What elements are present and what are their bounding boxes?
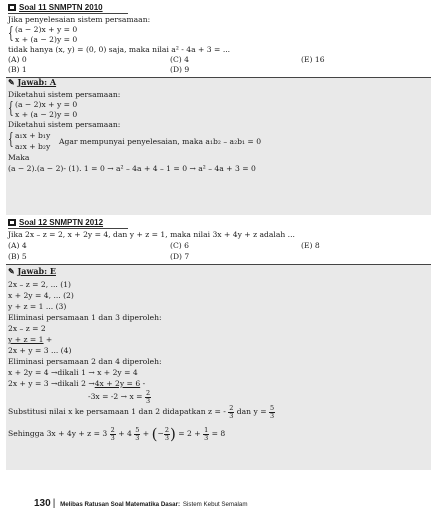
denominator: 3 <box>229 411 234 420</box>
jawab-11-note: Agar mempunyai penyelesaian, maka a₁b₂ – a₂b₁ = 0 <box>59 137 262 146</box>
denominator: 3 <box>204 433 209 442</box>
close-paren: ) <box>169 425 176 443</box>
numerator: 1 <box>204 426 209 434</box>
soal-11-title-text: Soal 11 SNMPTN 2010 <box>19 3 103 12</box>
jawab-12-r1: x + 2y = 4 →dikali 1 → x + 2y = 4 <box>8 368 138 377</box>
soal-12-title <box>8 218 103 228</box>
jawab-12-r3-text: -3x = -2 → x = <box>88 392 143 401</box>
numerator: 2 <box>164 426 169 434</box>
numerator: 2 <box>145 389 151 397</box>
title-underline <box>8 13 128 14</box>
denominator: 3 <box>164 433 169 442</box>
jawab-12-eq2: x + 2y = 4, ... (2) <box>8 291 74 300</box>
jawab-12-e2 <box>8 335 52 344</box>
soal-11-option-b: (B) 1 <box>8 65 27 74</box>
soal-12-option-c: (C) 6 <box>170 241 189 250</box>
jawab-12-label-text: Jawab: E <box>17 266 56 276</box>
denominator: 3 <box>145 396 151 405</box>
soal-12-option-a: (A) 4 <box>8 241 27 250</box>
jawab-11-eq2: x + (a − 2)y = 0 <box>15 110 78 119</box>
jawab-11-brace1: { <box>8 98 14 117</box>
jawab-12-sehingga-result: = 8 <box>211 429 226 438</box>
jawab-12-elim24: Eliminasi persamaan 2 dan 4 diperoleh: <box>8 357 162 366</box>
fraction-1-3 <box>203 427 209 441</box>
jawab-12-e1: 2x – z = 2 <box>8 324 46 333</box>
jawab-12-r3 <box>88 390 151 404</box>
numerator: 2 <box>110 426 115 434</box>
soal-12-option-e: (E) 8 <box>301 241 320 250</box>
fraction-5-3 <box>134 427 140 441</box>
soal-12-option-b: (B) 5 <box>8 252 27 261</box>
title-underline <box>8 228 128 229</box>
jawab-12-e3: 2x + y = 3 ... (4) <box>8 346 72 355</box>
jawab-12-sehingga-plus4: + 4 <box>118 429 132 438</box>
jawab-11-geq2: a₂x + b₂y <box>15 142 51 151</box>
jawab-12-r2-minus: - <box>140 379 146 388</box>
denominator: 3 <box>269 411 275 420</box>
jawab-11-maka: Maka <box>8 153 30 162</box>
jawab-12-subst <box>8 405 275 419</box>
jawab-11-eq1: (a − 2)x + y = 0 <box>15 100 78 109</box>
soal-12-title-text: Soal 12 SNMPTN 2012 <box>19 218 104 227</box>
jawab-11-result: (a − 2).(a − 2)- (1). 1 = 0 → a² – 4a + 4 – 1 = 0 → a² – 4a + 3 = 0 <box>8 164 256 173</box>
jawab-12-label <box>8 267 56 277</box>
jawab-12-elim13: Eliminasi persamaan 1 dan 3 diperoleh: <box>8 313 162 322</box>
soal-12-option-d: (D) 7 <box>170 252 190 261</box>
jawab-11-top-rule <box>6 77 431 78</box>
soal-11-condition: tidak hanya (x, y) = (0, 0) saja, maka nilai a² - 4a + 3 = ... <box>8 45 231 54</box>
fraction-2-3 <box>110 427 116 441</box>
numerator: 2 <box>229 404 234 412</box>
page-number: 130 <box>34 498 51 509</box>
jawab-11-known2: Diketahui sistem persamaan: <box>8 120 121 129</box>
denominator: 3 <box>110 433 115 442</box>
jawab-12-sehingga-eq2: = 2 + <box>178 429 201 438</box>
jawab-12-eq1: 2x – z = 2, ... (1) <box>8 280 72 289</box>
jawab-11-geq1: a₁x + b₁y <box>15 131 51 140</box>
footer <box>34 498 248 511</box>
fraction-2-3 <box>145 390 151 404</box>
footer-separator: | <box>52 498 56 509</box>
jawab-12-sehingga <box>8 427 225 441</box>
jawab-12-r2-result: 4x + 2y = 6 <box>94 379 141 388</box>
jawab-12-sehingga-plus: + <box>142 429 150 438</box>
soal-11-brace: { <box>8 23 14 42</box>
fraction-2-3 <box>228 405 234 419</box>
soal-11-option-e: (E) 16 <box>301 55 325 64</box>
soal-11-eq1: (a − 2)x + y = 0 <box>15 25 78 34</box>
jawab-11-label-text: Jawab: A <box>17 77 57 87</box>
book-icon <box>8 219 16 226</box>
jawab-12-e2-text: y + z = 1 <box>8 335 44 344</box>
jawab-12-top-rule <box>6 264 431 265</box>
jawab-12-eq3: y + z = 1 ... (3) <box>8 302 67 311</box>
pencil-icon: ✎ <box>8 77 15 87</box>
soal-11-option-c: (C) 4 <box>170 55 189 64</box>
book-icon <box>8 4 16 11</box>
book-title: Melibas Ratusan Soal Matematika Dasar: <box>60 501 181 508</box>
soal-11-prompt: Jika penyelesaian sistem persamaan: <box>8 15 151 24</box>
soal-11-eq2: x + (a − 2)y = 0 <box>15 35 78 44</box>
denominator: 3 <box>135 433 140 442</box>
soal-11-title <box>8 3 103 13</box>
fraction-5-3 <box>269 405 275 419</box>
jawab-12-subst-y: dan y = <box>236 407 267 416</box>
jawab-11-brace2: { <box>8 129 14 148</box>
open-paren: ( <box>151 425 158 443</box>
soal-12-prompt: Jika 2x – z = 2, x + 2y = 4, dan y + z = 1, maka nilai 3x + 4y + z adalah ... <box>8 230 295 239</box>
jawab-12-e2-plus: + <box>43 335 53 344</box>
pencil-icon: ✎ <box>8 266 15 276</box>
soal-11-option-a: (A) 0 <box>8 55 27 64</box>
numerator: 5 <box>135 426 140 434</box>
jawab-12-sehingga-text: Sehingga 3x + 4y + z = 3 <box>8 429 108 438</box>
jawab-12-r2 <box>8 379 145 388</box>
soal-11-option-d: (D) 9 <box>170 65 190 74</box>
book-tagline: Sistem Kebut Semalam <box>182 501 248 508</box>
numerator: 5 <box>269 404 275 412</box>
jawab-12-r2-text: 2x + y = 3 →dikali 2 → <box>8 379 95 388</box>
jawab-11-known1: Diketahui sistem persamaan: <box>8 90 121 99</box>
minus-sign: − <box>157 429 164 438</box>
jawab-12-subst-text: Substitusi nilai x ke persamaan 1 dan 2 didapatkan z = - <box>8 407 226 416</box>
jawab-11-label <box>8 78 56 88</box>
